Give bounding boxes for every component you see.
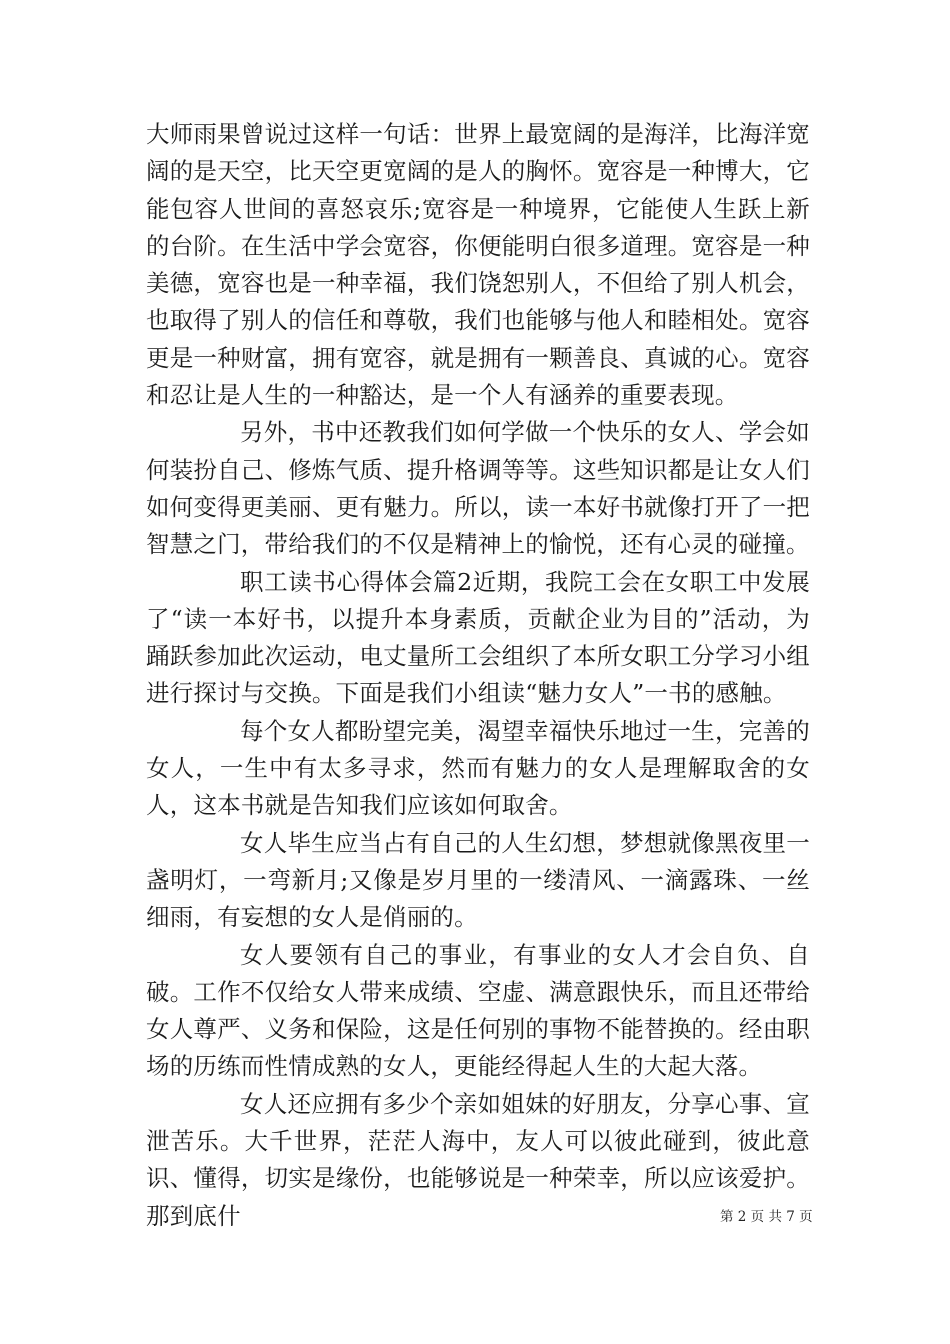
page-number-footer: 第 2 页 共 7 页: [720, 1209, 813, 1225]
document-body: [146, 116, 813, 1235]
paragraph-2: 另外，书中还教我们如何学做一个快乐的女人、学会如何装扮自己、修炼气质、提升格调等等。这些知识都是让女人们如何变得更美丽、更有魅力。所以，读一本好书就像打开了一把智慧之门，带给我们的不仅是精神上的愉悦，还有心灵的碰撞。: [146, 418, 810, 559]
paragraph-7: 女人还应拥有多少个亲如姐妹的好朋友，分享心事、宣泄苦乐。大千世界，茫茫人海中，友人可以彼此碰到，彼此意识、懂得，切实是缘份，也能够说是一种荣幸，所以应该爱护。那到底什: [146, 1089, 810, 1230]
paragraph-5: 女人毕生应当占有自己的人生幻想，梦想就像黑夜里一盏明灯，一弯新月;又像是岁月里的一缕清风、一滴露珠、一丝细雨，有妄想的女人是俏丽的。: [146, 828, 810, 932]
paragraph-4: 每个女人都盼望完美，渴望幸福快乐地过一生，完善的女人，一生中有太多寻求，然而有魅力的女人是理解取舍的女人，这本书就是告知我们应该如何取舍。: [146, 716, 810, 820]
paragraph-6: 女人要领有自己的事业，有事业的女人才会自负、自破。工作不仅给女人带来成绩、空虚、满意跟快乐，而且还带给女人尊严、义务和保险，这是任何别的事物不能替换的。经由职场的历练而性情成熟的女人，更能经得起人生的大起大落。: [146, 940, 810, 1081]
paragraph-1: 大师雨果曾说过这样一句话：世界上最宽阔的是海洋，比海洋宽阔的是天空，比天空更宽阔的是人的胸怀。宽容是一种博大，它能包容人世间的喜怒哀乐;宽容是一种境界，它能使人生跃上新的台阶。在生活中学会宽容，你便能明白很多道理。宽容是一种美德，宽容也是一种幸福，我们饶恕别人，不但给了别人机会，也取得了别人的信任和尊敬，我们也能够与他人和睦相处。宽容更是一种财富，拥有宽容，就是拥有一颗善良、真诚的心。宽容和忍让是人生的一种豁达，是一个人有涵养的重要表现。: [146, 120, 810, 410]
paragraph-3: 职工读书心得体会篇2近期，我院工会在女职工中发展了“读一本好书，以提升本身素质，贡献企业为目的”活动，为踊跃参加此次运动，电丈量所工会组织了本所女职工分学习小组进行探讨与交换。下面是我们小组读“魅力女人”一书的感触。: [146, 567, 810, 708]
